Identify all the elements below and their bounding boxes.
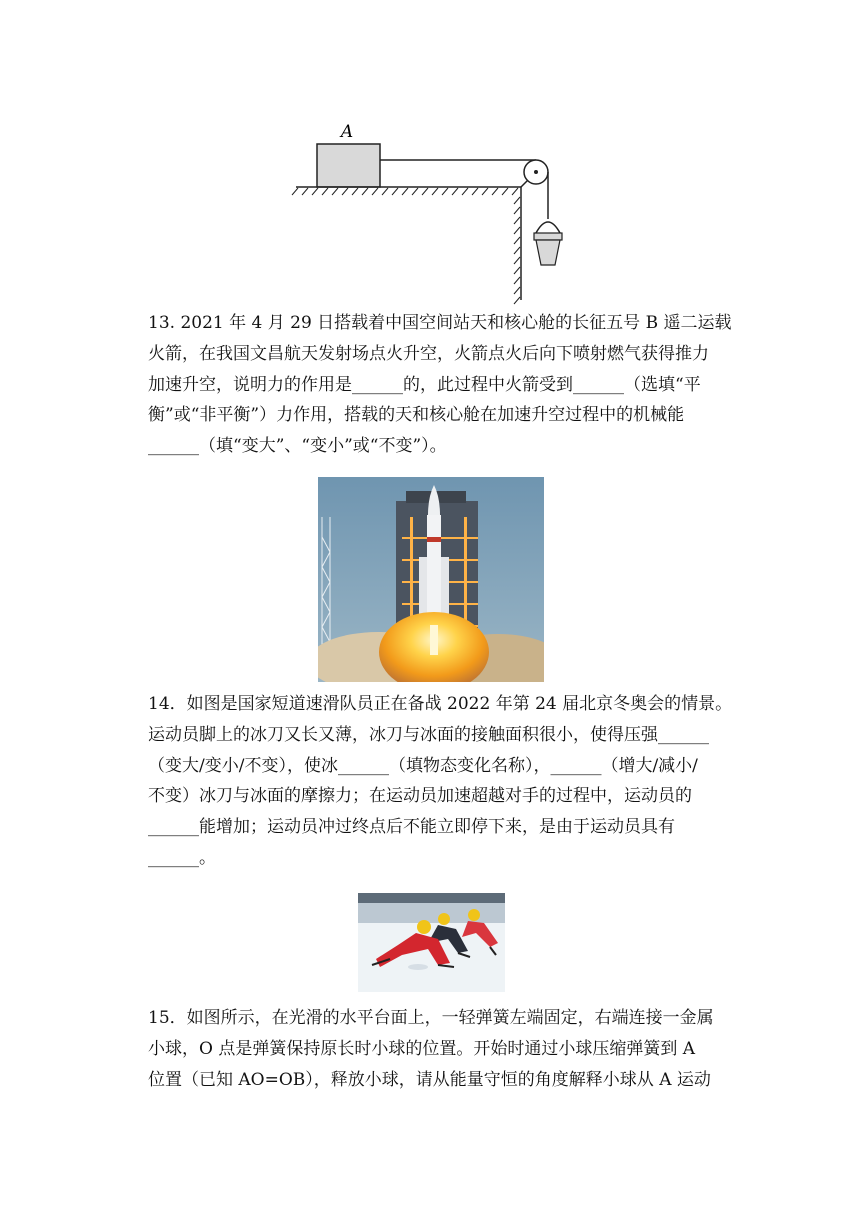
- table-hatching: [292, 188, 518, 195]
- bucket-body: [536, 240, 560, 265]
- q14-line-6: ______。: [148, 847, 216, 868]
- pulley-diagram-svg: [290, 115, 580, 305]
- block-a: [317, 144, 380, 187]
- q13-line-5: ______（填“变大”、“变小”或“不变”）。: [148, 436, 447, 457]
- question-15: [148, 1003, 718, 1095]
- q14-line-5: ______能增加；运动员冲过终点后不能立即停下来，是由于运动员具有: [148, 817, 675, 838]
- q13-line-4: 衡”或“非平衡”）力作用，搭载的天和核心舱在加速升空过程中的机械能: [148, 405, 685, 426]
- q14-line-4: 不变）冰刀与冰面的摩擦力；在运动员加速超越对手的过程中，运动员的: [148, 786, 692, 807]
- q15-line-3: 位置（已知 AO=OB），释放小球，请从能量守恒的角度解释小球从 A 运动: [148, 1069, 711, 1090]
- q15-line-2: 小球，O 点是弹簧保持原长时小球的位置。开始时通过小球压缩弹簧到 A: [148, 1038, 696, 1059]
- rocket-launch-svg: [318, 477, 544, 682]
- wall-hatching: [514, 197, 520, 304]
- rocket-core: [427, 515, 441, 625]
- q13-line-2: 火箭，在我国文昌航天发射场点火升空，火箭点火后向下喷射燃气获得推力: [148, 343, 709, 364]
- rocket-launch-photo: [318, 477, 544, 682]
- speed-skating-svg: [358, 893, 505, 992]
- block-a-label: A: [340, 122, 354, 142]
- q15-line-1: 15．如图所示，在光滑的水平台面上，一轻弹簧左端固定，右端连接一金属: [148, 1008, 714, 1028]
- pulley-axle: [534, 170, 538, 174]
- q13-line-3: 加速升空，说明力的作用是______的，此过程中火箭受到______（选填“平: [148, 374, 701, 395]
- bucket-rim: [534, 233, 562, 240]
- q14-line-1: 14．如图是国家短道速滑队员正在备战 2022 年第 24 届北京冬奥会的情景。: [148, 694, 733, 714]
- question-14: [148, 689, 733, 874]
- bucket-handle: [536, 222, 560, 233]
- q13-line-1: 13. 2021 年 4 月 29 日搭载着中国空间站天和核心舱的长征五号 B 遥二运载: [148, 313, 732, 333]
- speed-skating-photo: [358, 893, 505, 992]
- pulley-diagram: [290, 115, 580, 305]
- question-13: [148, 308, 732, 462]
- q14-line-2: 运动员脚上的冰刀又长又薄，冰刀与冰面的接触面积很小，使得压强______: [148, 724, 709, 745]
- q14-line-3: （变大/变小/不变），使冰______（填物态变化名称），______（增大/减小/: [148, 755, 698, 776]
